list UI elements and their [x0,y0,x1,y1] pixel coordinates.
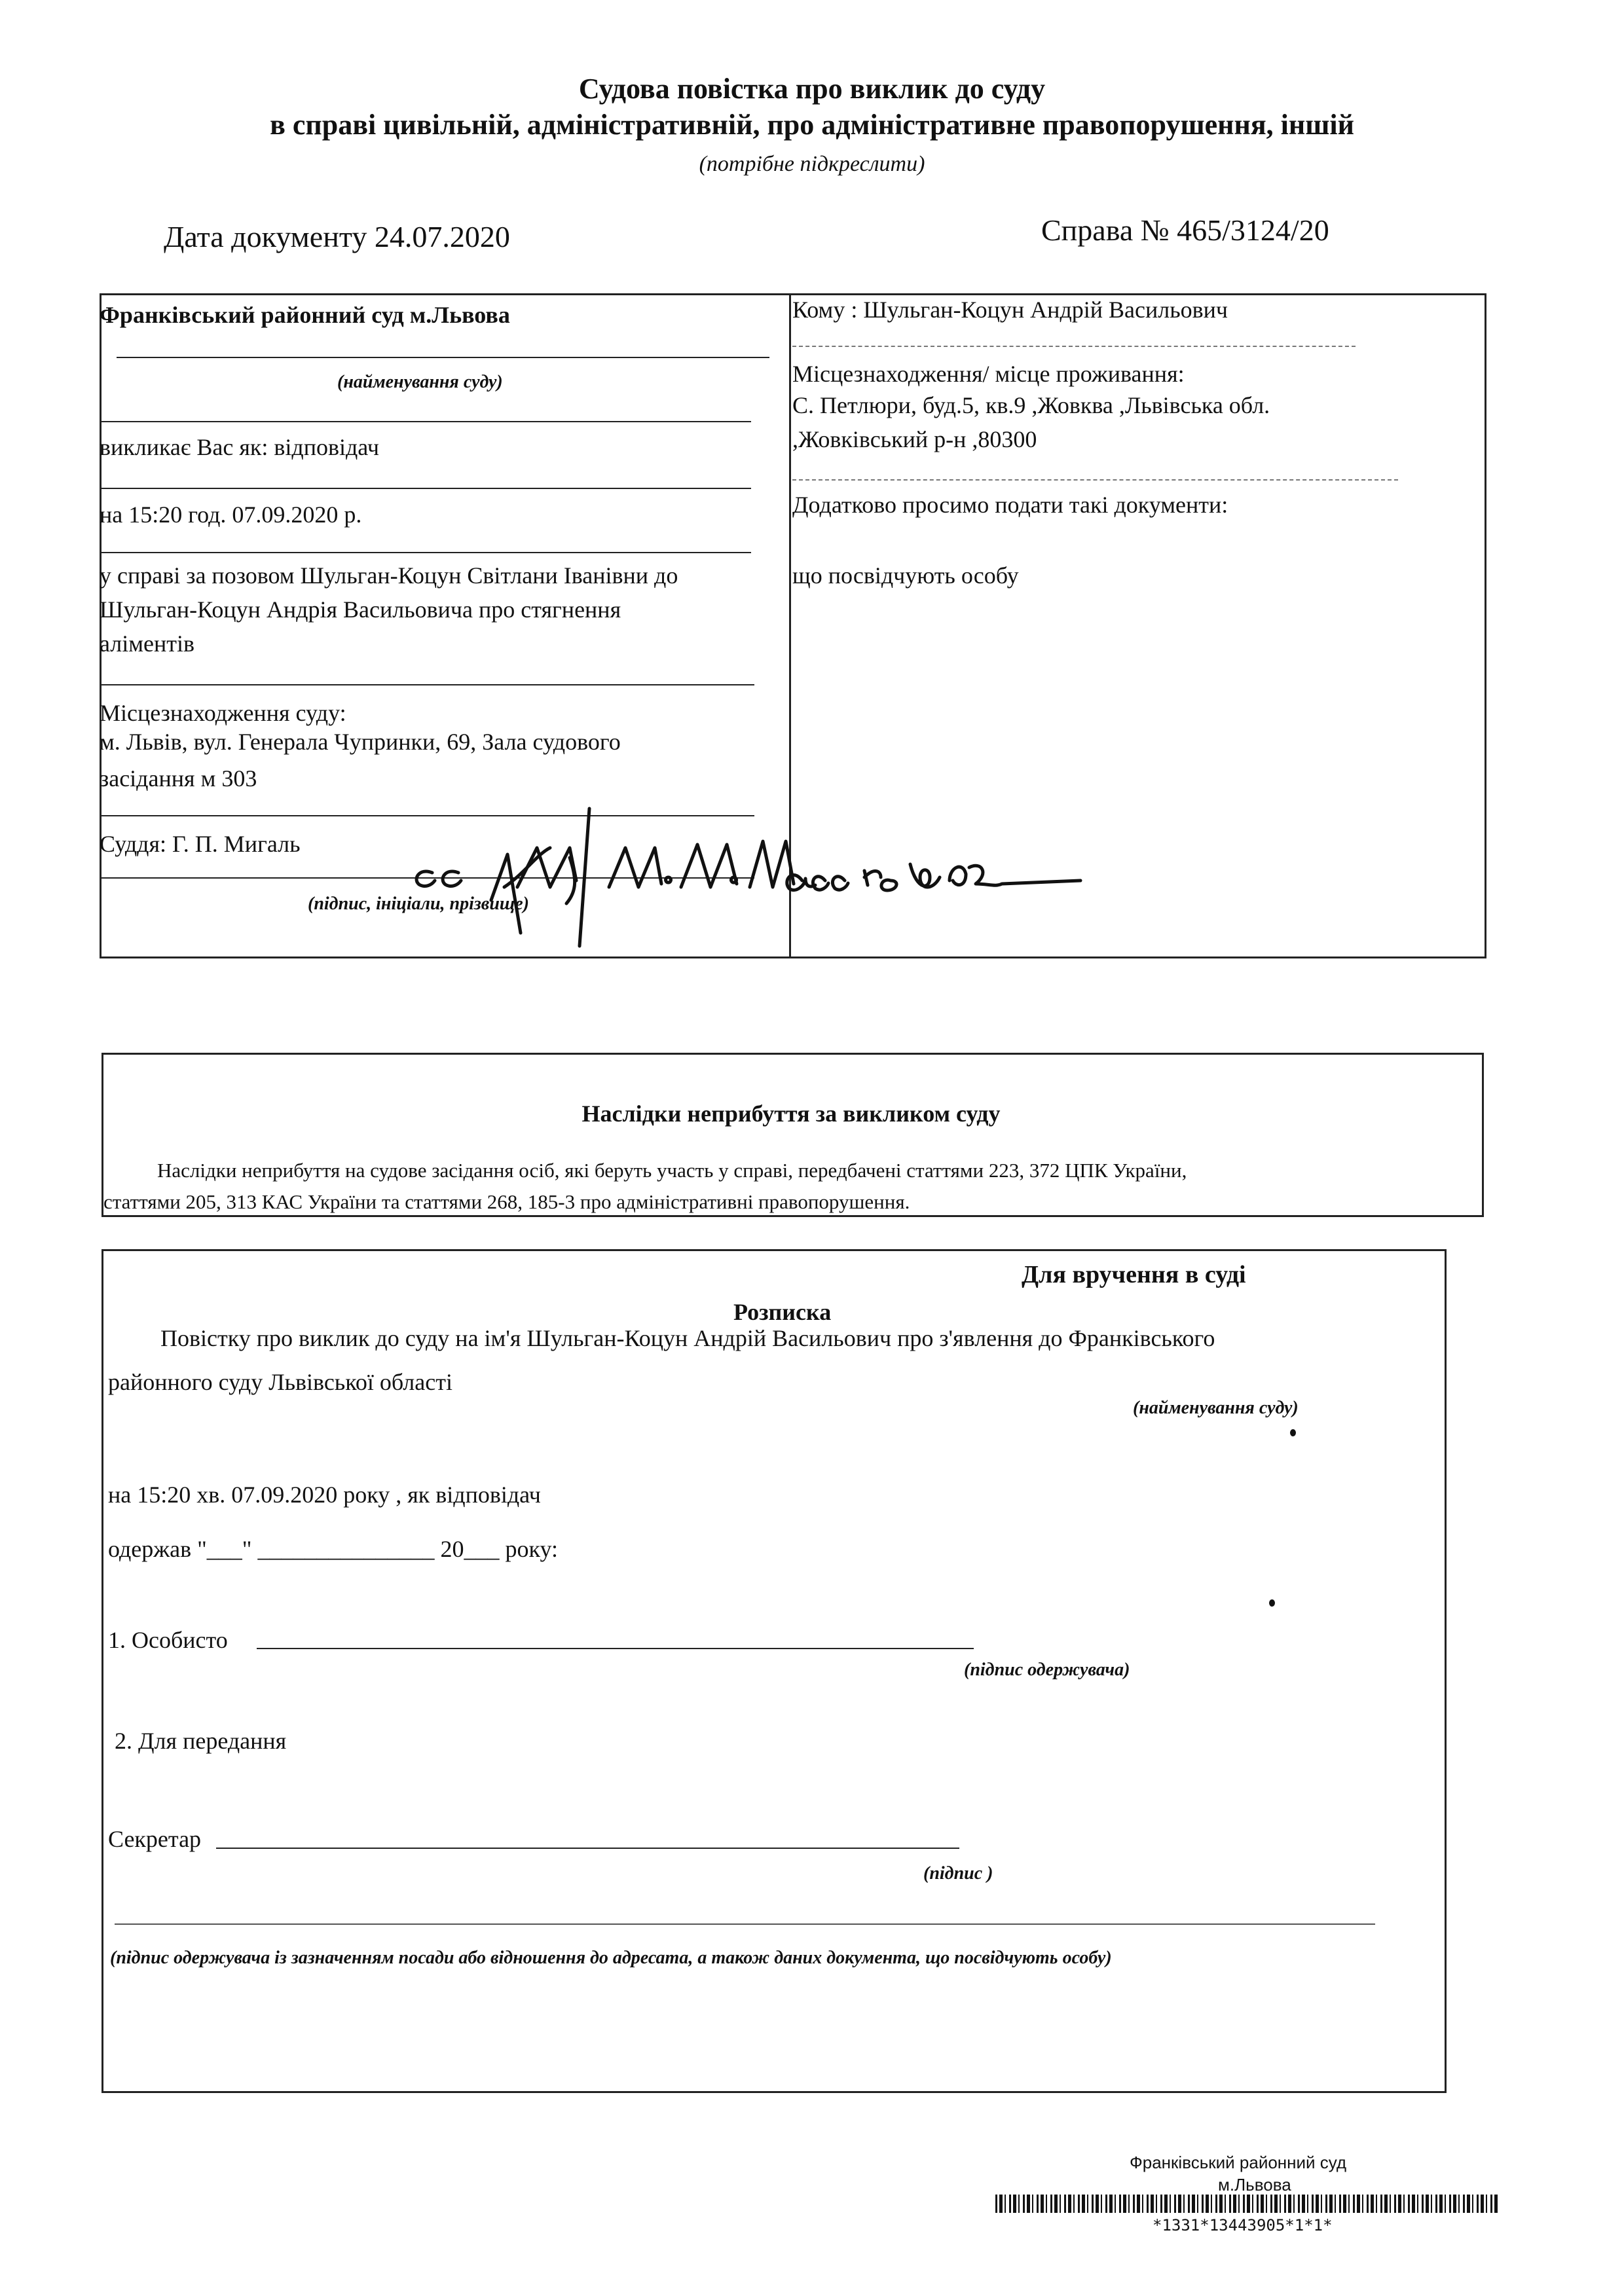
case-subject-line2: Шульган-Коцун Андрія Васильовича про стягнення [100,596,621,623]
signature-caption: (підпис, ініціали, прізвище) [308,894,529,914]
court-name: Франківський районний суд м.Львова [100,302,510,328]
summons-role: викликає Вас як: відповідач [100,434,379,460]
residence-label: Місцезнаходження/ місце проживання: [792,361,1185,387]
receipt-court-caption: (найменування суду) [1133,1398,1299,1418]
court-name-caption: (найменування суду) [337,372,503,392]
handwritten-signature [393,795,1113,953]
documents-value: що посвідчують особу [792,562,1019,589]
case-subject-line3: аліментів [100,630,195,657]
footer-court-name: Франківський районний суд [1130,2153,1347,2172]
case-number: Справа № 465/3124/20 [1041,213,1329,247]
case-subject-line1: у справі за позовом Шульган-Коцун Світлани Іванівни до [100,562,678,589]
received-date-line: одержав "___" _______________ 20___ року: [108,1536,559,1562]
consequences-text-line1: Наслідки неприбуття на судове засідання осіб, які беруть участь у справі, передбачені статтями 223, 372 ЦПК України, [157,1159,1187,1182]
receipt-time: на 15:20 хв. 07.09.2020 року , як відповідач [108,1482,541,1508]
receipt-title: Розписка [733,1299,832,1325]
rule [792,479,1398,481]
personally-label: 1. Особисто [108,1627,228,1653]
court-location-label: Місцезнаходження суду: [100,700,346,726]
secretary-signature-line [216,1848,959,1849]
rule [792,346,1356,347]
secretary-label: Секретар [108,1826,202,1852]
document-title: Судова повістка про виклик до суду [578,73,1046,105]
court-location-line1: м. Львів, вул. Генерала Чупринки, 69, Зала судового [100,729,621,755]
residence-line1: С. Петлюри, буд.5, кв.9 ,Жовква ,Львівська обл. [792,392,1270,418]
recipient-signature-caption: (підпис одержувача) [964,1660,1130,1680]
documents-label: Додатково просимо подати такі документи: [792,492,1228,518]
barcode-number: *1331*13443905*1*1* [1153,2216,1333,2234]
footer-court-city: м.Львова [1218,2175,1291,2195]
court-location-line2: засідання м 303 [100,765,257,792]
recipient-details-line [115,1923,1375,1925]
personally-signature-line [257,1648,974,1649]
receipt-text-line1: Повістку про виклик до суду на ім'я Шульган-Коцун Андрій Васильович про з'явлення до Франківського [160,1325,1215,1351]
scan-speck [1290,1429,1296,1436]
recipient-details-caption: (підпис одержувача із зазначенням посади або відношення до адресата, а також даних документа, що посвідчують особу) [110,1948,1112,1968]
document-date: Дата документу 24.07.2020 [164,220,510,253]
residence-line2: ,Жовківський р-н ,80300 [792,426,1037,452]
rule [100,421,751,422]
rule [100,488,751,489]
for-court-label: Для вручення в суді [1022,1261,1246,1288]
recipient-name: Кому : Шульган-Коцун Андрій Васильович [792,297,1228,323]
document-subtitle: в справі цивільній, адміністративній, про адміністративне правопорушення, іншій [270,109,1354,141]
consequences-text-line2: статтями 205, 313 КАС України та статтями 268, 185-3 про адміністративні правопорушення. [103,1190,910,1213]
secretary-signature-caption: (підпис ) [923,1863,993,1884]
receipt-text-line2: районного суду Львівської області [108,1369,452,1395]
judge-name: Суддя: Г. П. Мигаль [100,831,301,857]
consequences-title: Наслідки неприбуття за викликом суду [581,1101,1001,1127]
barcode [995,2195,1500,2213]
rule [100,684,754,685]
scan-speck [1269,1599,1275,1607]
hearing-time: на 15:20 год. 07.09.2020 р. [100,501,362,528]
underline-note: (потрібне підкреслити) [699,152,925,176]
rule [100,552,751,553]
for-transfer-label: 2. Для передання [115,1728,287,1754]
rule [117,357,769,358]
